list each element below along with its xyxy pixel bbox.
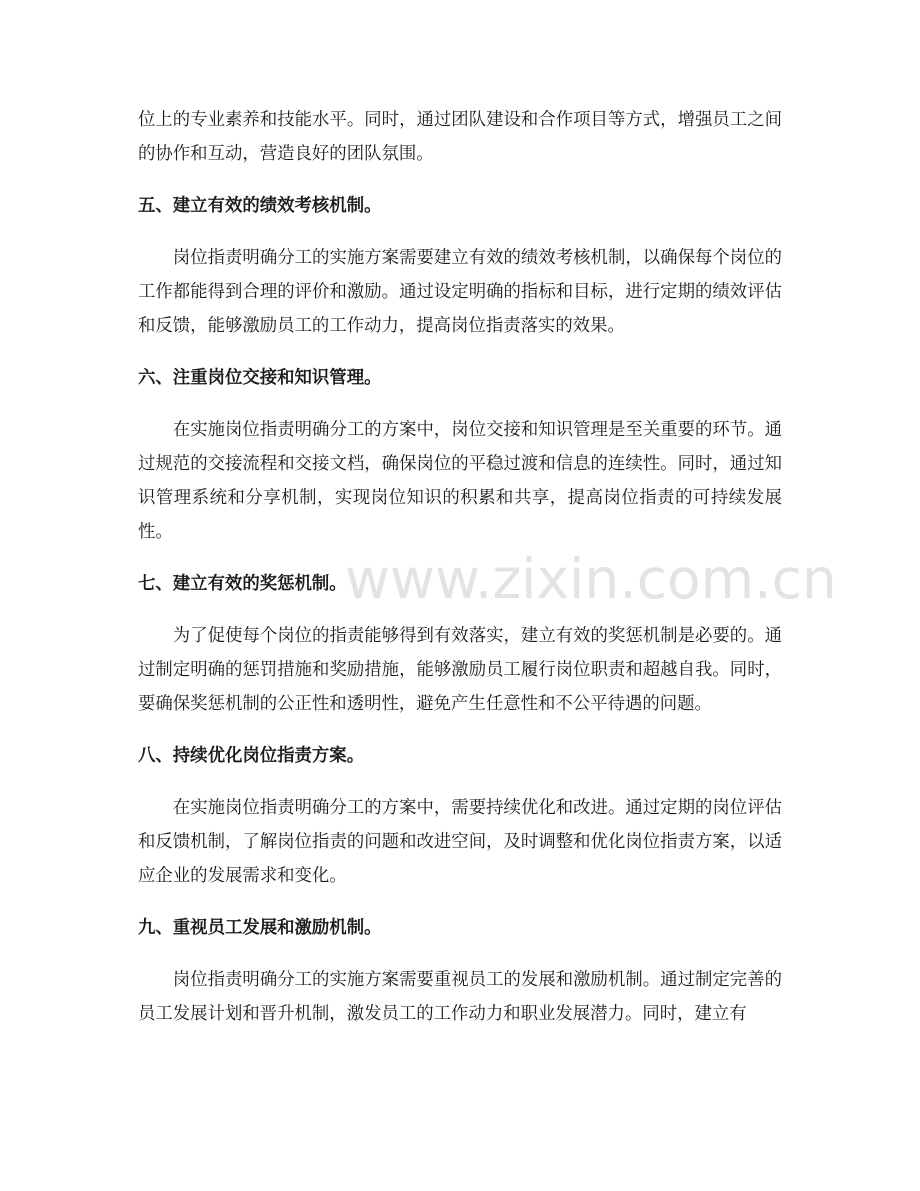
- section-body-7: 为了促使每个岗位的指责能够得到有效落实，建立有效的奖惩机制是必要的。通过制定明确的惩罚措施和奖励措施，能够激励员工履行岗位职责和超越自我。同时，要确保奖惩机制的公正性和透明性，避免产生任意性和不公平待遇的问题。: [138, 626, 782, 714]
- section-heading-9: 九、重视员工发展和激励机制。: [138, 918, 382, 938]
- intro-paragraph: 位上的专业素养和技能水平。同时，通过团队建设和合作项目等方式，增强员工之间的协作和互动，营造良好的团队氛围。: [138, 110, 782, 164]
- section-body-5: 岗位指责明确分工的实施方案需要建立有效的绩效考核机制，以确保每个岗位的工作都能得到合理的评价和激励。通过设定明确的指标和目标，进行定期的绩效评估和反馈，能够激励员工的工作动力，提高岗位指责落实的效果。: [138, 248, 782, 336]
- section-body-9: 岗位指责明确分工的实施方案需要重视员工的发展和激励机制。通过制定完善的员工发展计划和晋升机制，激发员工的工作动力和职业发展潜力。同时，建立有: [138, 970, 782, 1024]
- section-body-8: 在实施岗位指责明确分工的方案中，需要持续优化和改进。通过定期的岗位评估和反馈机制，了解岗位指责的问题和改进空间，及时调整和优化岗位指责方案，以适应企业的发展需求和变化。: [138, 798, 782, 886]
- section-heading-8: 八、持续优化岗位指责方案。: [138, 746, 365, 766]
- section-heading-7: 七、建立有效的奖惩机制。: [138, 574, 347, 594]
- section-heading-5: 五、建立有效的绩效考核机制。: [138, 196, 382, 216]
- section-body-6: 在实施岗位指责明确分工的方案中，岗位交接和知识管理是至关重要的环节。通过规范的交接流程和交接文档，确保岗位的平稳过渡和信息的连续性。同时，通过知识管理系统和分享机制，实现岗位知识的积累和共享，提高岗位指责的可持续发展性。: [138, 420, 782, 542]
- section-heading-6: 六、注重岗位交接和知识管理。: [138, 368, 382, 388]
- watermark-text: www.zixin.com.cn: [345, 547, 837, 611]
